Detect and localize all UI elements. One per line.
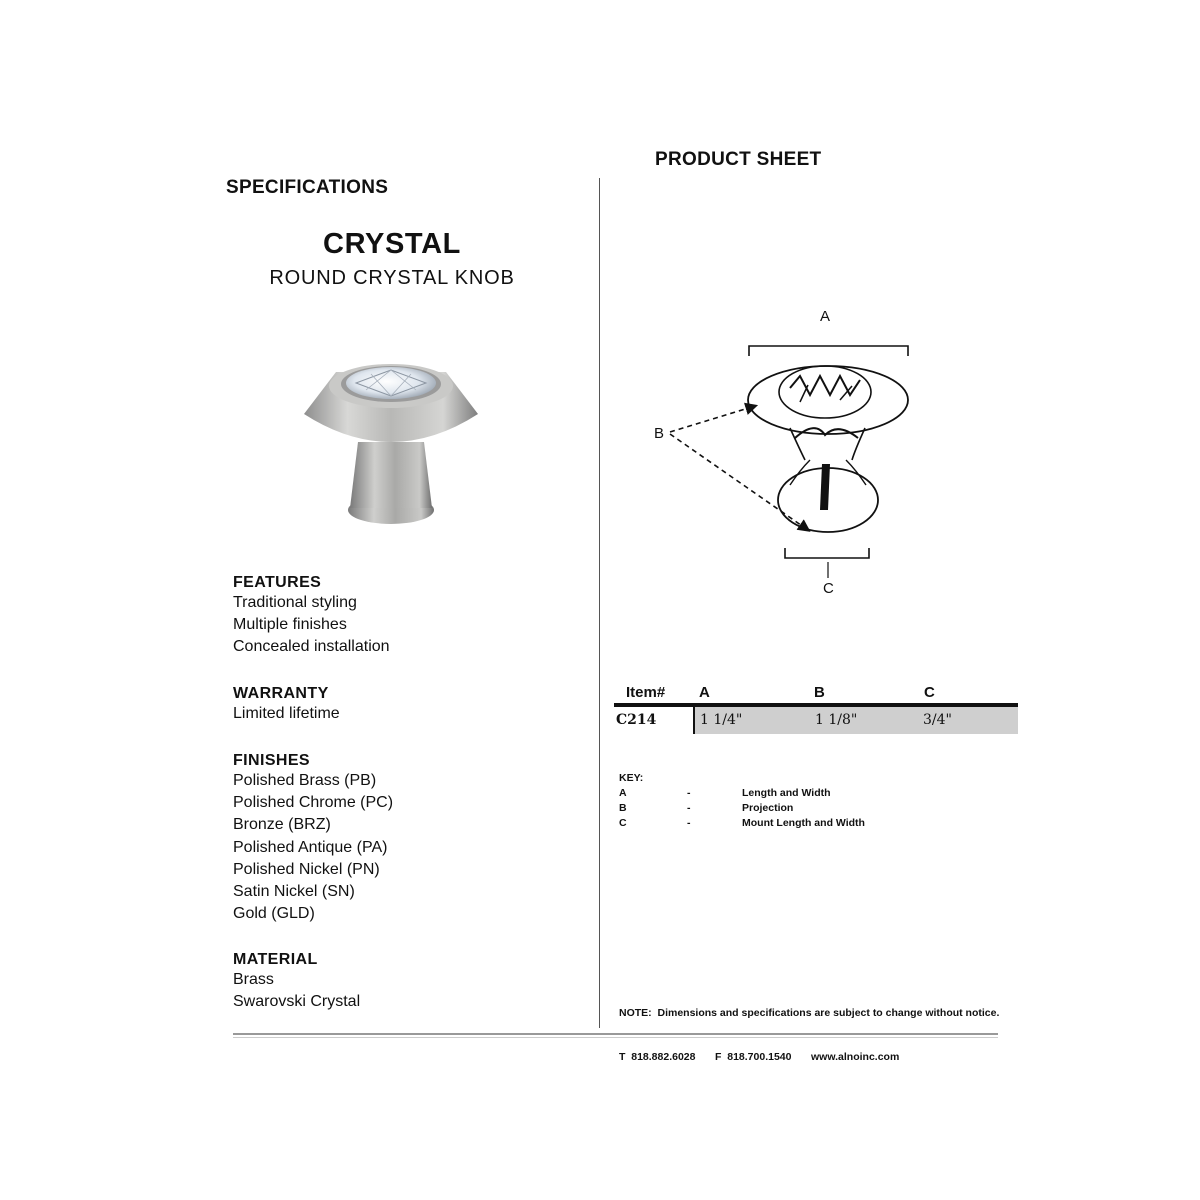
table-cell-a: 1 1/4" <box>700 712 743 728</box>
finish-item: Polished Nickel (PN) <box>233 860 380 878</box>
key-dash: - <box>687 817 691 829</box>
key-desc: Mount Length and Width <box>742 817 865 829</box>
footer-website[interactable]: www.alnoinc.com <box>811 1051 900 1063</box>
footer-rule <box>233 1033 998 1035</box>
specifications-heading: SPECIFICATIONS <box>226 177 389 198</box>
feature-item: Concealed installation <box>233 638 390 656</box>
finishes-section <box>233 752 393 925</box>
key-desc: Length and Width <box>742 787 831 799</box>
feature-item: Traditional styling <box>233 594 357 611</box>
material-item: Swarovski Crystal <box>233 993 361 1011</box>
table-header-b: B <box>814 684 825 701</box>
table-header-item: Item# <box>626 684 666 701</box>
finish-item: Gold (GLD) <box>233 905 315 923</box>
key-dash: - <box>687 787 691 799</box>
key-dash: - <box>687 802 691 814</box>
center-divider <box>599 178 600 1028</box>
disclaimer-note: NOTE: Dimensions and specifications are subject to change without notice. <box>619 1007 1000 1019</box>
footer-fax: F 818.700.1540 <box>715 1051 792 1063</box>
finish-item: Satin Nickel (SN) <box>233 883 355 901</box>
warranty-heading: WARRANTY <box>233 685 329 702</box>
table-header-c: C <box>924 684 935 701</box>
key-desc: Projection <box>742 802 794 814</box>
table-cell-item: C214 <box>616 712 657 728</box>
finish-item: Polished Antique (PA) <box>233 838 388 856</box>
finish-item: Bronze (BRZ) <box>233 816 331 834</box>
diagram-label-a: A <box>820 308 831 325</box>
table-header-a: A <box>699 684 710 701</box>
table-cell-c: 3/4" <box>923 712 952 728</box>
table-cell-b: 1 1/8" <box>815 712 858 728</box>
features-section <box>233 574 390 659</box>
finish-item: Polished Brass (PB) <box>233 772 377 789</box>
key-letter: A <box>619 787 627 799</box>
diagram-label-b: B <box>654 425 665 442</box>
finish-item: Polished Chrome (PC) <box>233 794 394 812</box>
diagram-label-c: C <box>823 580 834 597</box>
warranty-section <box>233 685 340 725</box>
key-letter: C <box>619 817 627 829</box>
footer-rule-secondary <box>233 1037 998 1038</box>
key-title: KEY: <box>619 772 644 784</box>
warranty-item: Limited lifetime <box>233 705 340 722</box>
material-section <box>233 951 360 1013</box>
material-heading: MATERIAL <box>233 951 318 968</box>
product-subtitle: ROUND CRYSTAL KNOB <box>269 267 515 289</box>
dimension-diagram <box>640 300 940 610</box>
key-letter: B <box>619 802 627 814</box>
features-heading: FEATURES <box>233 574 322 591</box>
feature-item: Multiple finishes <box>233 616 347 634</box>
knob-photo <box>296 350 486 535</box>
material-item: Brass <box>233 971 274 988</box>
product-sheet-heading: PRODUCT SHEET <box>655 149 822 170</box>
finishes-heading: FINISHES <box>233 752 310 769</box>
footer-phone: T 818.882.6028 <box>619 1051 696 1063</box>
product-name: CRYSTAL <box>323 228 461 260</box>
